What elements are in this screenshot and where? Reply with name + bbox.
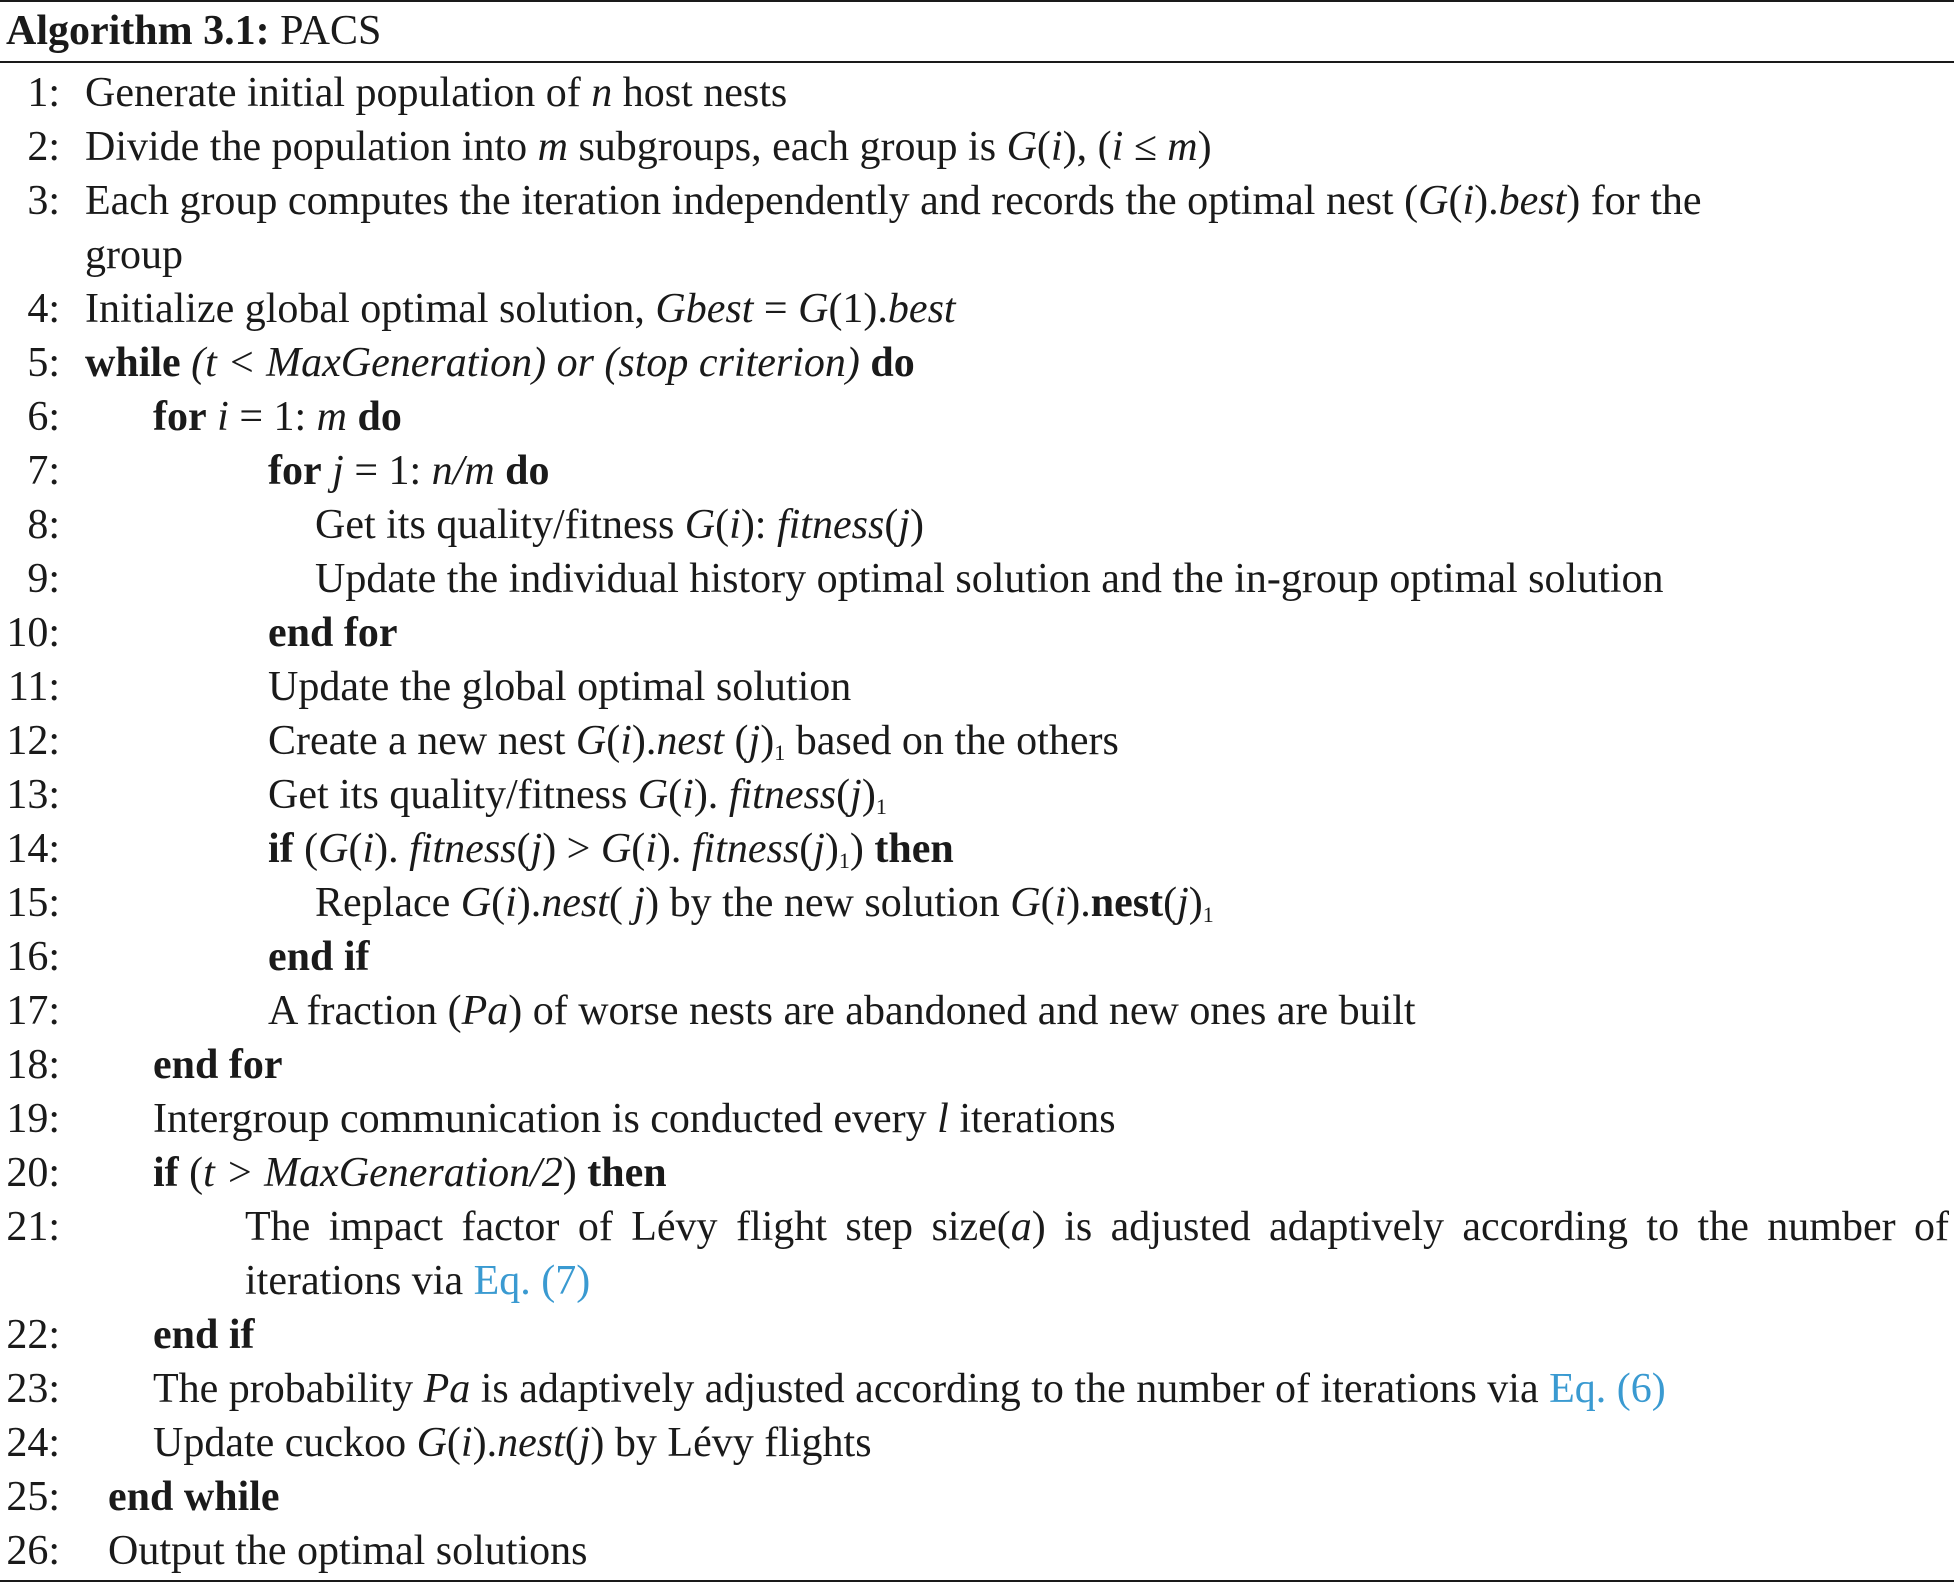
equation-6-link[interactable]: Eq. (6) (1549, 1366, 1666, 1412)
keyword-then: then (874, 826, 954, 872)
text: ). (516, 880, 542, 926)
keyword-end-while: end while (108, 1474, 280, 1520)
text: ( (1040, 880, 1055, 926)
text: ) > (542, 826, 601, 872)
text: ). (472, 1420, 498, 1466)
math-i-le-m: i ≤ m (1111, 124, 1198, 170)
line-number: 12: (6, 718, 60, 764)
line-number: 11: (7, 664, 60, 710)
text: Output the optimal solutions (108, 1528, 588, 1574)
math-i: i (1050, 124, 1063, 170)
text: host nests (612, 70, 788, 116)
text: ( (631, 826, 646, 872)
line-number: 8: (27, 502, 60, 548)
text: The probability (153, 1366, 424, 1412)
text: ( (178, 1150, 204, 1196)
text: ) for the (1566, 178, 1702, 224)
line-number: 4: (27, 286, 60, 332)
math-G: G (416, 1420, 447, 1466)
math-i: i (460, 1420, 473, 1466)
math-G: G (684, 502, 716, 548)
math-best: best (1498, 178, 1567, 224)
line-number: 24: (6, 1420, 60, 1466)
line-number: 6: (27, 394, 60, 440)
math-nest: nest (656, 718, 725, 764)
math-i: i (682, 772, 694, 818)
line-number: 2: (27, 124, 60, 170)
text: Get its quality/fitness (315, 502, 685, 548)
keyword-then: then (587, 1150, 667, 1196)
math-Pa: Pa (423, 1366, 471, 1412)
text: ) (824, 826, 839, 872)
keyword-do: do (870, 340, 915, 386)
math-G: G (798, 286, 829, 332)
math-G: G (1006, 124, 1037, 170)
line-number: 16: (6, 934, 60, 980)
math-G: G (1418, 178, 1449, 224)
math-G: G (637, 772, 669, 818)
text: (1). (828, 286, 888, 332)
keyword-if: if (153, 1150, 179, 1196)
text: ( (724, 718, 749, 764)
bottom-rule (0, 1580, 1954, 1582)
text: ( (1036, 124, 1051, 170)
text: ) by the new solution (645, 880, 1011, 926)
math-i: i (505, 880, 517, 926)
math-G: G (318, 826, 349, 872)
math-G: G (1010, 880, 1041, 926)
text: ). (374, 826, 410, 872)
math-i: i (1054, 880, 1067, 926)
text: ) (909, 502, 924, 548)
keyword-end-if: end if (268, 934, 370, 980)
line-number: 15: (6, 880, 60, 926)
math-best: best (887, 286, 956, 332)
math-j: j (530, 826, 543, 872)
text: ( (564, 1420, 579, 1466)
math-fitness: fitness (409, 826, 517, 872)
text: ) by Lévy flights (590, 1420, 872, 1466)
line-number: 10: (6, 610, 60, 656)
text: ) (861, 772, 876, 818)
text: ( (715, 502, 730, 548)
line-number: 20: (6, 1150, 60, 1196)
subscript: 1 (838, 848, 850, 873)
line-number: 17: (6, 988, 60, 1034)
math-j: j (850, 772, 862, 818)
text: ( (446, 1420, 461, 1466)
text: ( (348, 826, 363, 872)
text: iterations (948, 1096, 1116, 1142)
subscript: 1 (774, 740, 786, 765)
text: ). (631, 718, 657, 764)
text: ( (516, 826, 531, 872)
algorithm-name: PACS (280, 8, 382, 54)
text: Create a new nest (268, 718, 576, 764)
math-fitness: fitness (776, 502, 885, 548)
text: A fraction ( (268, 988, 462, 1034)
text: ( (836, 772, 851, 818)
condition: (t < MaxGeneration) or (stop criterion) (180, 340, 871, 386)
math-Pa: Pa (461, 988, 509, 1034)
text: Generate initial population of (85, 70, 592, 116)
text: ( (884, 502, 899, 548)
text: ( (1163, 880, 1178, 926)
math-m: m (537, 124, 568, 170)
text: ). (656, 826, 692, 872)
math-G: G (460, 880, 492, 926)
text: ). (1474, 178, 1499, 224)
text: Get its quality/fitness (268, 772, 638, 818)
line-number: 3: (27, 178, 60, 224)
text: = 1: (343, 448, 432, 494)
text: ) of worse nests are abandoned and new ones are built (508, 988, 1416, 1034)
title-rule (0, 61, 1954, 63)
text: ). (693, 772, 729, 818)
text: = (753, 286, 799, 332)
line-number: 25: (6, 1474, 60, 1520)
keyword-for: for (268, 448, 322, 494)
keyword-if: if (268, 826, 294, 872)
text: ), ( (1062, 124, 1112, 170)
algorithm-label: Algorithm 3.1: (6, 8, 270, 54)
line-number: 21: (6, 1204, 60, 1250)
text: Update cuckoo (153, 1420, 417, 1466)
text: Each group computes the iteration independently and records the optimal nest ( (85, 178, 1419, 224)
keyword-do: do (494, 448, 550, 494)
keyword-for: for (153, 394, 207, 440)
math-a: a (1010, 1204, 1032, 1250)
subscript: 1 (1202, 902, 1214, 927)
text: The impact factor of Lévy flight step size( (245, 1204, 1011, 1250)
line-number: 1: (27, 70, 60, 116)
text: ( (1448, 178, 1463, 224)
math-fitness: fitness (728, 772, 837, 818)
keyword-end-for: end for (153, 1042, 283, 1088)
line-number: 18: (6, 1042, 60, 1088)
text: Intergroup communication is conducted every (153, 1096, 938, 1142)
math-j: j (578, 1420, 591, 1466)
text: Update the individual history optimal solution and the in-group optimal solution (315, 556, 1664, 602)
math-Gbest: Gbest (655, 286, 754, 332)
line-number: 19: (6, 1096, 60, 1142)
algorithm-title (6, 2, 381, 60)
math-j: j (321, 448, 344, 494)
text: ) (1197, 124, 1212, 170)
text: ) is adjusted adaptively according to the number of iterations via (245, 1204, 1949, 1304)
math-j: j (748, 718, 761, 764)
line-number: 5: (27, 340, 60, 386)
math-m: m (316, 394, 348, 440)
math-i: i (620, 718, 632, 764)
math-i: i (729, 502, 741, 548)
line-number: 26: (6, 1528, 60, 1574)
text: ) (849, 826, 875, 872)
line-number: 22: (6, 1312, 60, 1358)
math-fitness: fitness (691, 826, 800, 872)
text: ( (799, 826, 814, 872)
text: Divide the population into (85, 124, 538, 170)
text: ) (760, 718, 775, 764)
math-nest-bold: nest (1090, 880, 1164, 926)
text: ): (740, 502, 777, 548)
math-j: j (813, 826, 825, 872)
keyword-end-for: end for (268, 610, 398, 656)
line-number: 14: (6, 826, 60, 872)
text: Initialize global optimal solution, (85, 286, 656, 332)
text: Update the global optimal solution (268, 664, 852, 710)
text: ) (562, 1150, 588, 1196)
math-n: n (591, 70, 613, 116)
math-i: i (362, 826, 375, 872)
text: ). (1066, 880, 1091, 926)
text: ( (608, 880, 634, 926)
text: ( (668, 772, 683, 818)
math-j: j (633, 880, 646, 926)
keyword-while: while (85, 340, 181, 386)
math-G: G (575, 718, 607, 764)
text: ( (491, 880, 506, 926)
math-j: j (1177, 880, 1189, 926)
subscript: 1 (875, 794, 887, 819)
line-number: 9: (27, 556, 60, 602)
text: ) (1188, 880, 1203, 926)
keyword-do: do (347, 394, 402, 440)
text: is adaptively adjusted according to the number of iterations via (470, 1366, 1550, 1412)
math-n-over-m: n/m (431, 448, 495, 494)
text: Replace (315, 880, 461, 926)
line-number: 7: (27, 448, 60, 494)
math-i: i (206, 394, 229, 440)
text: ( (293, 826, 319, 872)
math-l: l (937, 1096, 949, 1142)
line-number: 23: (6, 1366, 60, 1412)
math-nest: nest (497, 1420, 565, 1466)
math-j: j (898, 502, 910, 548)
equation-7-link[interactable]: Eq. (7) (473, 1258, 591, 1304)
line-number: 13: (6, 772, 60, 818)
math-G: G (600, 826, 632, 872)
condition: t > MaxGeneration/2 (203, 1150, 563, 1196)
text: group (85, 232, 183, 278)
text: subgroups, each group is (567, 124, 1007, 170)
math-i: i (645, 826, 657, 872)
text: ( (606, 718, 621, 764)
math-i: i (1462, 178, 1475, 224)
text: based on the others (785, 718, 1119, 764)
keyword-end-if: end if (153, 1312, 255, 1358)
math-nest: nest (541, 880, 609, 926)
text: = 1: (228, 394, 317, 440)
